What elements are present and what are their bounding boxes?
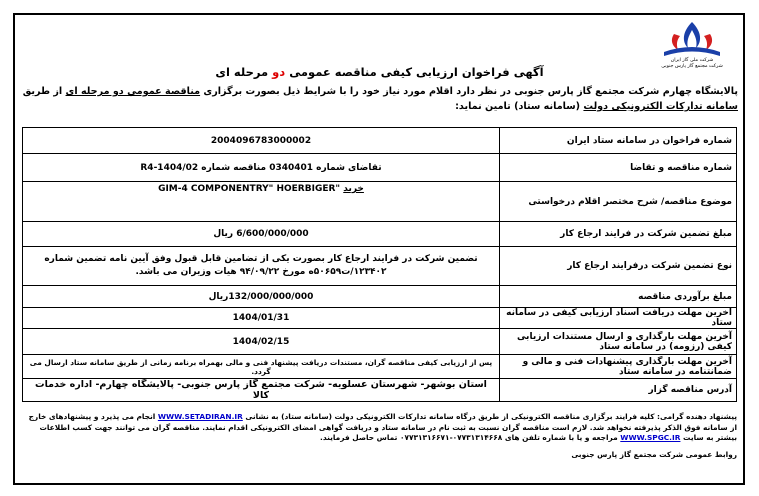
row-label: آخرین مهلت بارگذاری و ارسال مستندات ارزیابی کیفی (رزومه) در سامانه ستاد: [500, 329, 737, 355]
table-row: [23, 154, 737, 182]
document-deadline: 1404/01/31: [23, 308, 500, 329]
title-highlight: دو: [272, 65, 286, 79]
logo-text-2: شرکت مجتمع گاز پارس جنوبی: [661, 64, 723, 69]
row-label: آخرين مهلت دریافت اسناد ارزیابی کیفی در سامانه ستاد: [500, 308, 737, 329]
proposal-deadline: پس از ارزیابی کیفی مناقصه گران، مستندات دریافت پیشنهاد فنی و مالی بهمراه برنامه زمانی از طریق سامانه ستاد ارسال می گردد.: [23, 355, 500, 379]
table-row: [23, 222, 737, 247]
intro-paragraph: [22, 84, 738, 114]
row-label: شماره مناقصه و تقاضا: [500, 154, 737, 182]
table-row: [23, 247, 737, 286]
table-row: [23, 379, 737, 402]
footer-text-3: مناقصه گران می توانند جهت کسب اطلاعات بیشتر به سایت: [39, 422, 737, 442]
intro-text-1: پالایشگاه چهارم شرکت مجتمع گاز پارس جنوبی در نظر دارد اقلام مورد نیاز خود را با شرایط ذیل بصورت برگزاری: [203, 86, 738, 97]
row-label: آخرین مهلت بارگذاری پیشنهادات فنی و مالی و ضمانتنامه در سامانه ستاد: [500, 355, 737, 379]
subject-text: GIM-4 COMPONENTRY" HOERBIGER": [158, 184, 341, 194]
intro-text-2: از طريق: [22, 86, 63, 97]
table-row: [23, 355, 737, 379]
tender-request-number: تقاضای شماره 0340401 مناقصه شماره R4-1404/02: [23, 154, 500, 182]
estimated-amount: 132/000/000/000ريال: [23, 286, 500, 308]
spgc-link[interactable]: WWW.SPGC.IR: [620, 433, 681, 442]
subject-prefix: خرید: [343, 184, 364, 194]
row-label: شماره فراخوان در سامانه ستاد ایران: [500, 128, 737, 154]
intro-system-name: سامانه تدارکات الکترونیکی دولت: [583, 101, 738, 112]
table-row: [23, 182, 737, 222]
public-relations-signature: روابط عمومی شرکت مجتمع گاز پارس جنوبی: [571, 450, 737, 459]
footer-notice: [22, 412, 737, 444]
row-label: نوع تضمین شرکت درفرایند ارجاع کار: [500, 247, 737, 286]
intro-tender-type: مناقصة عمومي دو مرحله ای: [65, 86, 201, 97]
row-label: مبلغ برآوردی مناقصه: [500, 286, 737, 308]
table-row: [23, 286, 737, 308]
tender-subject: [23, 182, 500, 222]
setadiran-link[interactable]: WWW.SETADIRAN.IR: [157, 412, 243, 421]
footer-text-1: پیشنهاد دهنده گرامی: کلیه فرایند برگزاری مناقصه الکترونیکی از طریق درگاه سامانه تدارکات الکترونیکی دولت (سامانه ستاد) به نشانی: [245, 412, 737, 421]
logo-text-1: شرکت ملی گاز ایران: [670, 58, 714, 63]
table-row: [23, 308, 737, 329]
title-part-2: مرحله ای: [215, 65, 269, 79]
row-label: موضوع مناقصه/ شرح مختصر اقلام درخواستی: [500, 182, 737, 222]
guarantee-amount: 6/600/000/000 ريال: [23, 222, 500, 247]
intro-text-3: (سامانه ستاد) تامين نمايد:: [455, 101, 581, 112]
tender-call-number: 2004096783000002: [23, 128, 500, 154]
guarantee-type: تضمین شرکت در فرایند ارجاع کار بصورت یکی از تضامین قابل قبول وفق آیین نامه تضمین شماره ۱۲۳۴۰۲/ت۵۰۶۵۹ه مورخ ۹۴/۰۹/۲۲ هیات وزیران می باشد.: [23, 247, 500, 286]
footer-text-2: انجام می پذیرد و پیشنهادهای خارج از سامانه فوق الذکر پذیرفته نخواهد شد. لازم است مناقصه گران نسبت به ثبت نام در سامانه ستاد و دریافت گواهی امضای الکترونیکی اقدام نمایند.: [28, 412, 737, 432]
page-title: [0, 65, 759, 79]
resume-deadline: 1404/02/15: [23, 329, 500, 355]
title-part-1: آگهی فراخوان ارزیابی کیفی مناقصه عمومی: [289, 65, 544, 79]
table-row: [23, 329, 737, 355]
tenderer-address: استان بوشهر- شهرستان عسلویه- شرکت مجتمع گاز پارس جنوبی- پالایشگاه چهارم- اداره خدمات کالا: [23, 379, 500, 402]
footer-text-4: مراجعه و یا با شماره تلفن های ۰۷۷۳۱۳۱۴۶۶۸-۰۷۷۳۱۳۱۶۶۷۱ تماس حاصل فرمایند.: [320, 433, 618, 442]
row-label: مبلغ تضمین شرکت در فرایند ارجاع کار: [500, 222, 737, 247]
row-label: آدرس مناقصه گزار: [500, 379, 737, 402]
table-row: [23, 128, 737, 154]
tender-details-table: [22, 127, 737, 402]
